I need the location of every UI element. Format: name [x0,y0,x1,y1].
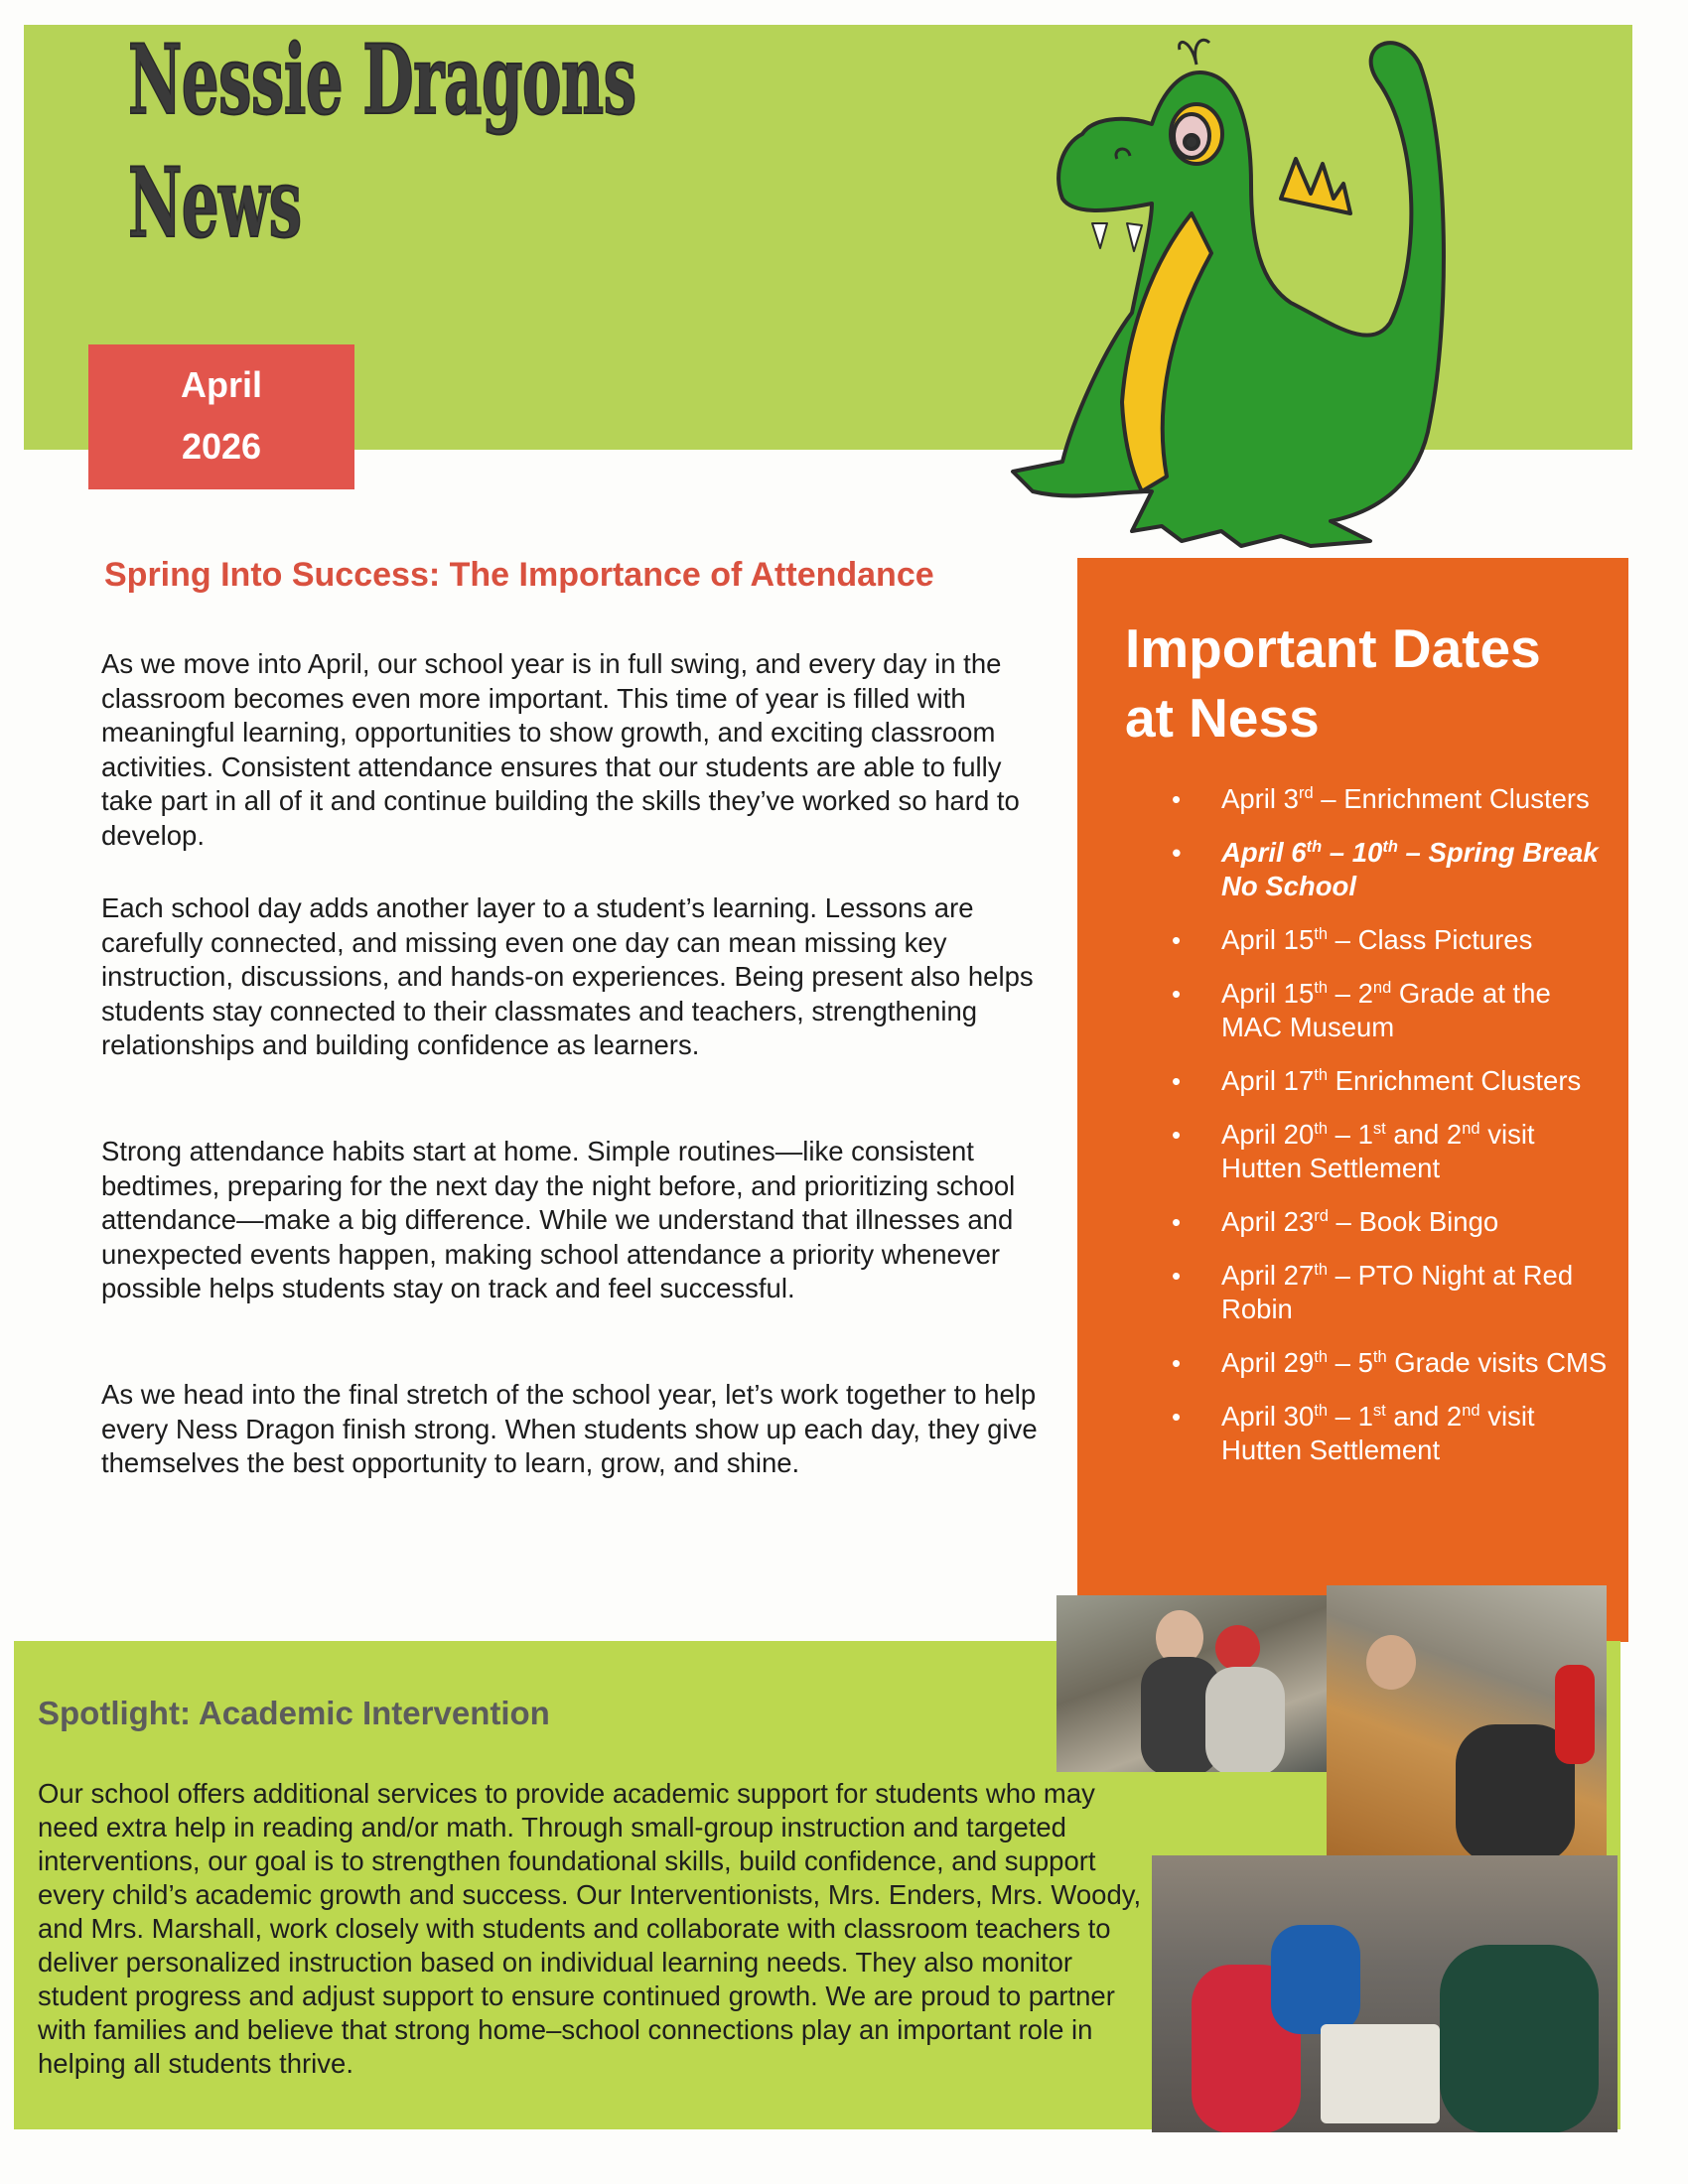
date-ordinal-suffix: th [1314,1119,1329,1138]
newsletter-title-line2: News [128,147,302,259]
article-heading: Spring Into Success: The Importance of Attendance [104,556,934,594]
date-text: April 20 [1221,1119,1315,1150]
date-text: April 3 [1221,783,1299,814]
date-text: – 5 [1328,1347,1373,1378]
newsletter-title: Nessie Dragons [128,24,636,136]
date-text: – 1 [1328,1401,1373,1432]
date-ordinal-suffix: th [1314,1347,1329,1366]
date-text: – Class Pictures [1328,924,1533,955]
article-paragraph: As we move into April, our school year is in full swing, and every day in the classroom becomes even more important. This time of year is filled with meaningful learning, opportunities to show growth, and exciting classroom activities. Consistent attendance ensures that our students are able to fully take part in all of it and continue building the skills they’ve worked so hard to develop. [101,648,1020,851]
important-dates-list [1172,782,1609,1487]
article-paragraph: Each school day adds another layer to a student’s learning. Lessons are carefully connected, and missing even one day can mean missing key instruction, discussions, and hands-on experiences. Being present also helps students stay connected to their classmates and teachers, strengthening relationships and building confidence as learners. [101,892,1034,1060]
date-item [1172,977,1609,1044]
date-ordinal-suffix: st [1372,1401,1386,1420]
issue-month: April [180,364,262,405]
date-item [1172,1259,1609,1326]
date-item [1172,836,1609,903]
date-ordinal-suffix: nd [1462,1119,1480,1138]
date-text: April 15 [1221,924,1315,955]
date-text: Grade at the MAC Museum [1221,978,1551,1042]
date-text: visit Hutten Settlement [1221,1401,1535,1465]
article-paragraph: Strong attendance habits start at home. Simple routines—like consistent bedtimes, preparing for the next day the night before, and prioritizing school attendance—make a big difference. While we understand that illnesses and unexpected events happen, making school attendance a priority whenever possible helps students stay on track and feel successful. [101,1136,1016,1303]
classroom-photo-students-posing [1056,1595,1327,1772]
date-ordinal-suffix: nd [1462,1401,1480,1420]
date-text: – 2 [1328,978,1373,1009]
date-ordinal-suffix: nd [1372,978,1392,997]
date-text: April 17 [1221,1065,1315,1096]
date-ordinal-suffix: rd [1298,783,1314,802]
date-text: April 30 [1221,1401,1315,1432]
issue-date-badge [88,344,354,489]
date-text: April 6 [1221,837,1307,868]
date-text: April 27 [1221,1260,1315,1291]
dragon-mascot-illustration [953,25,1489,556]
date-ordinal-suffix: th [1382,837,1398,856]
date-item [1172,1064,1609,1098]
date-item [1172,1118,1609,1185]
date-ordinal-suffix: th [1314,1260,1329,1279]
date-ordinal-suffix: th [1314,1065,1329,1084]
date-item [1172,1346,1609,1380]
article-paragraph: As we head into the final stretch of the school year, let’s work together to help every Ness Dragon finish strong. When students show up each day, they give themselves the best opportunity to learn, grow, and shine. [101,1379,1038,1478]
date-item [1172,923,1609,957]
date-text: – PTO Night at Red Robin [1221,1260,1574,1324]
date-ordinal-suffix: th [1314,978,1329,997]
date-text: April 23 [1221,1206,1315,1237]
date-ordinal-suffix: st [1372,1119,1386,1138]
date-text: – 10 [1322,837,1383,868]
spotlight-heading: Spotlight: Academic Intervention [38,1695,550,1731]
date-text: and 2 [1385,1119,1463,1150]
date-text: April 29 [1221,1347,1315,1378]
date-text: Grade visits CMS [1386,1347,1608,1378]
date-item [1172,782,1609,816]
date-text: and 2 [1385,1401,1463,1432]
date-text: – Enrichment Clusters [1313,783,1590,814]
classroom-photo-intervention-group [1152,1855,1618,2132]
important-dates-heading: Important Dates at Ness [1125,617,1541,749]
date-item [1172,1205,1609,1239]
date-text: – 1 [1328,1119,1373,1150]
classroom-photo-group-work [1327,1585,1607,1855]
date-text: – Book Bingo [1328,1206,1499,1237]
date-ordinal-suffix: th [1306,837,1323,856]
date-ordinal-suffix: rd [1314,1206,1329,1225]
issue-year: 2026 [181,426,262,467]
date-text: visit Hutten Settlement [1221,1119,1535,1183]
date-item [1172,1400,1609,1467]
date-text: April 15 [1221,978,1315,1009]
date-ordinal-suffix: th [1314,1401,1329,1420]
date-text: Enrichment Clusters [1328,1065,1582,1096]
date-ordinal-suffix: th [1372,1347,1387,1366]
date-ordinal-suffix: th [1314,924,1329,943]
date-text: – Spring Break No School [1221,837,1599,901]
spotlight-body: Our school offers additional services to provide academic support for students who may need extra help in reading and/or math. Through small-group instruction and targeted interventions, our goal is to strengthen foundational skills, build confidence, and support every child’s academic growth and success. Our Interventionists, Mrs. Enders, Mrs. Woody, and Mrs. Marshall, work closely with students and collaborate with classroom teachers to deliver personalized instruction based on individual learning needs. They also monitor student progress and adjust support to ensure continued growth. We are proud to partner with families and believe that strong home–school connections play an important role in helping all students thrive. [38,1778,1142,2079]
